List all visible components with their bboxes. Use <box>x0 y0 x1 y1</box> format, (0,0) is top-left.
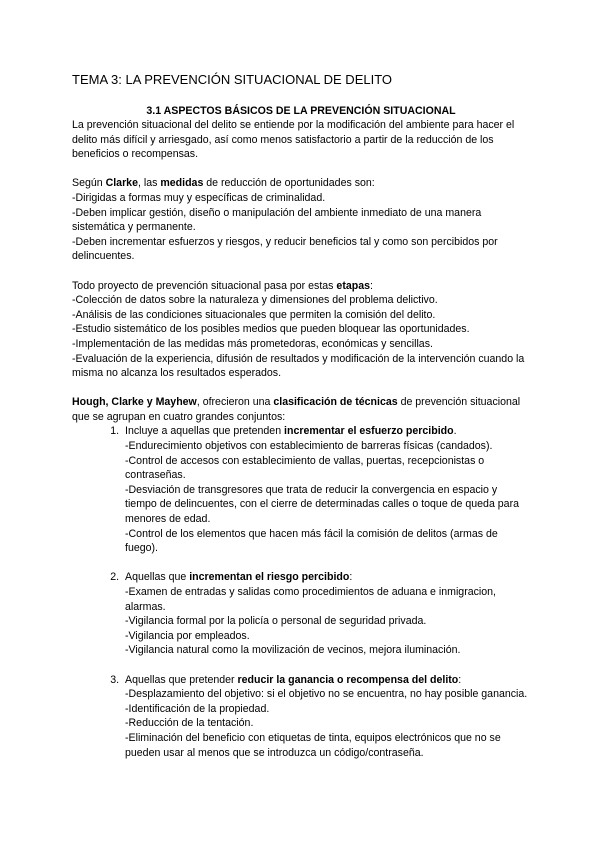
clasificacion-lead-authors: Hough, Clarke y Mayhew <box>72 396 197 409</box>
list-item: -Desplazamiento del objetivo: si el objetivo no se encuentra, no hay posible ganancia. <box>125 688 528 701</box>
list-item: -Reducción de la tentación. <box>125 717 254 730</box>
clasificacion-lead-mid: , ofrecieron una <box>196 396 274 409</box>
group-1-post: . <box>453 425 457 438</box>
group-1-pre: Incluye a aquellas que pretenden <box>125 425 285 438</box>
technique-group-3 <box>122 673 530 761</box>
group-3-bold: reducir la ganancia o recompensa del delito <box>237 673 459 686</box>
list-item: -Deben incrementar esfuerzos y riesgos, y reducir beneficios tal y como son percibidos por delincuentes. <box>72 235 498 263</box>
technique-group-1 <box>122 424 530 570</box>
list-item: -Estudio sistemático de los posibles medios que pueden bloquear las oportunidades. <box>72 323 470 336</box>
list-item: -Control de los elementos que hacen más fácil la comisión de delitos (armas de fuego). <box>125 527 498 555</box>
group-1-bold: incrementar el esfuerzo percibido <box>284 425 454 438</box>
etapas-block <box>72 279 530 381</box>
clasificacion-lead-post: de prevención situacional que se agrupan en cuatro grandes conjuntos: <box>72 396 521 423</box>
clarke-lead-author: Clarke <box>105 177 138 190</box>
clarke-block <box>72 176 530 264</box>
clarke-lead <box>72 176 530 191</box>
list-item: -Vigilancia formal por la policía o personal de seguridad privada. <box>125 615 427 628</box>
list-item: -Vigilancia por empleados. <box>125 629 250 642</box>
list-item: -Identificación de la propiedad. <box>125 702 270 715</box>
list-item: -Examen de entradas y salidas como procedimientos de aduana e inmigracion, alarmas. <box>125 586 496 613</box>
clasificacion-block <box>72 395 530 760</box>
etapas-lead-pre: Todo proyecto de prevención situacional pasa por estas <box>72 279 337 292</box>
section-title: 3.1 ASPECTOS BÁSICOS DE LA PREVENCIÓN SITUACIONAL <box>146 105 456 117</box>
technique-group-2 <box>122 570 530 672</box>
list-item: -Colección de datos sobre la naturaleza y dimensiones del problema delictivo. <box>72 294 438 307</box>
etapas-lead <box>72 279 530 294</box>
clarke-lead-mid: , las <box>137 177 161 190</box>
technique-groups-list <box>72 424 530 760</box>
page-title: TEMA 3: LA PREVENCIÓN SITUACIONAL DE DELITO <box>72 72 393 87</box>
clasificacion-lead <box>72 395 530 424</box>
clarke-lead-post: de reducción de oportunidades son: <box>203 177 375 190</box>
clasificacion-lead-bold: clasificación de técnicas <box>273 396 398 409</box>
etapas-lead-bold: etapas <box>336 279 370 292</box>
list-item: -Control de accesos con establecimiento de vallas, puertas, recepcionistas o contraseñas. <box>125 454 485 482</box>
group-2-post: : <box>349 571 353 584</box>
clarke-lead-pre: Según <box>72 177 106 190</box>
list-item: -Dirigidas a formas muy y específicas de criminalidad. <box>72 191 326 204</box>
group-3-post: : <box>458 673 462 686</box>
list-item: -Evaluación de la experiencia, difusión de resultados y modificación de la intervención cuando la misma no alcanza los resultados esperados. <box>72 352 525 380</box>
list-item: -Análisis de las condiciones situacionales que permiten la comisión del delito. <box>72 308 436 321</box>
list-item: -Eliminación del beneficio con etiquetas de tinta, equipos electrónicos que no se pueden usar al menos que se introduzca un código/contraseña. <box>125 731 501 759</box>
group-2-pre: Aquellas que <box>125 571 190 584</box>
group-3-pre: Aquellas que pretender <box>125 673 238 686</box>
list-item: -Implementación de las medidas más prometedoras, económicas y sencillas. <box>72 337 433 350</box>
list-item: -Deben implicar gestión, diseño o manipulación del ambiente inmediato de una manera sistemática y permanente. <box>72 206 482 234</box>
group-2-bold: incrementan el riesgo percibido <box>189 571 350 584</box>
clarke-lead-bold: medidas <box>160 177 204 190</box>
list-item: -Desviación de transgresores que trata de reducir la convergencia en espacio y tiempo de delincuentes, con el cierre de determinadas calles o toque de queda para menores de edad. <box>125 483 519 526</box>
list-item: -Vigilancia natural como la movilización de vecinos, mejora iluminación. <box>125 644 461 657</box>
etapas-lead-post: : <box>370 279 373 292</box>
intro-paragraph: La prevención situacional del delito se entiende por la modificación del ambiente para hacer el delito más difícil y arriesgado, así como menos satisfactorio a partir de la reducción de los beneficios o recompensas. <box>72 119 515 161</box>
list-item: -Endurecimiento objetivos con establecimiento de barreras físicas (candados). <box>125 440 493 453</box>
